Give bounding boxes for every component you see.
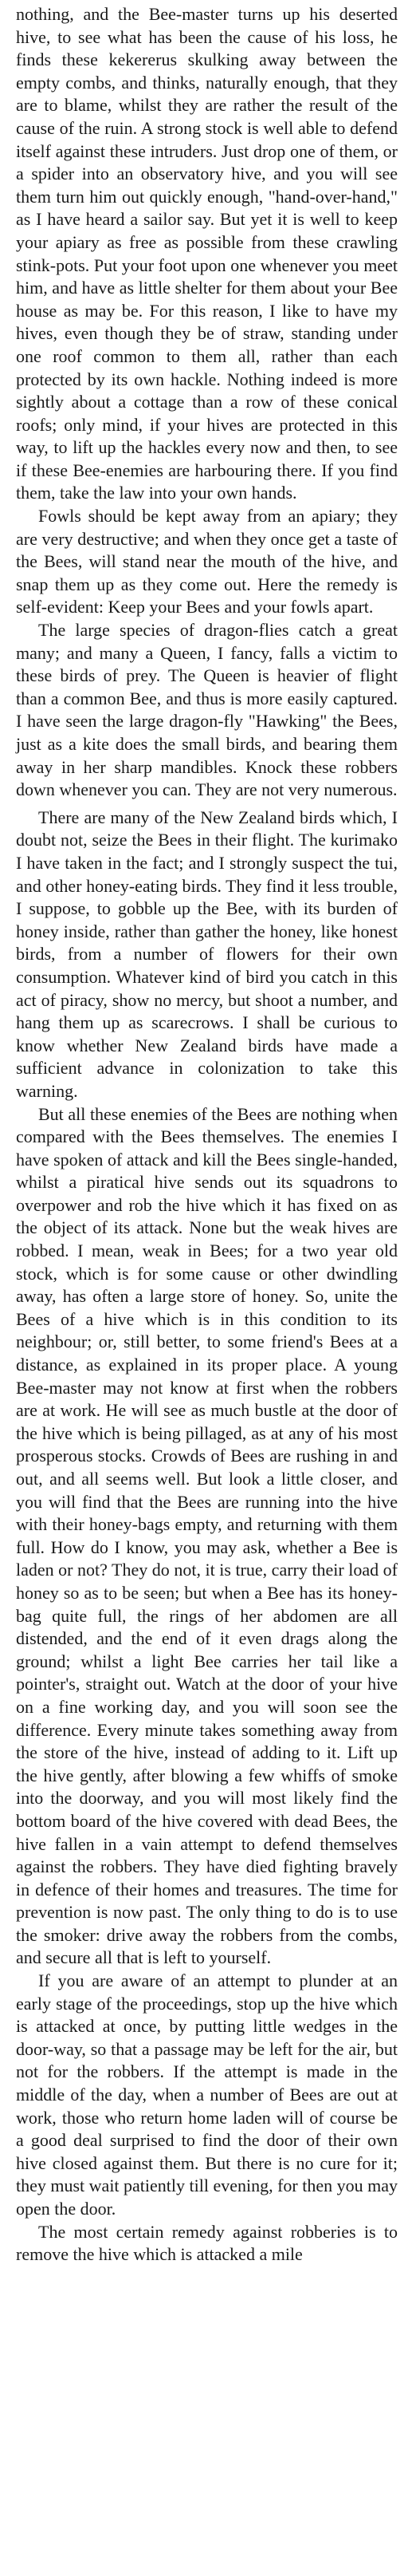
article-paragraph-6: If you are aware of an attempt to plunder at an early stage of the proceedings, stop up the hive which is attacked at once, by putting little wedges in the door-way, so that a passage may be left for the air, but not for the robbers. If the attempt is made in the middle of the day, when a number of Bees are out at work, those who return home laden will of course be a good deal surprised to find the door of their own hive closed against them. But there is no cure for it; they must wait patiently till evening, for then you may open the door. <box>16 1970 398 2219</box>
article-paragraph-3: The large species of dragon-flies catch a great many; and many a Queen, I fancy, falls a victim to these birds of prey. The Queen is heavier of flight than a common Bee, and thus is more easily captured. I have seen the large dragon-fly "Hawking" the Bees, just as a kite does the small birds, and bearing them away in her sharp mandibles. Knock these robbers down whenever you can. They are not very numerous. <box>16 620 398 800</box>
article-paragraph-1: nothing, and the Bee-master turns up his deserted hive, to see what has been the cause of his loss, he finds these kekererus skulking away between the empty combs, and thinks, naturally enough, that they are to blame, whilst they are rather the result of the cause of the ruin. A strong stock is well able to defend itself against these intruders. Just drop one of them, or a spider into an observatory hive, and you will see them turn him out quickly enough, "hand-over-hand," as I have heard a sailor say. But yet it is well to keep your apiary as free as possible from these crawling stink-pots. Put your foot upon one whenever you meet him, and have as little shelter for them about your Bee house as may be. For this reason, I like to have my hives, even though they be of straw, standing under one roof common to them all, rather than each protected by its own hackle. Nothing indeed is more sightly about a cottage than a row of these conical roofs; only mind, if your hives are protected in this way, to lift up the hackles every now and then, to see if these Bee-enemies are harbouring there. If you find them, take the law into your own hands. <box>16 4 398 503</box>
article-paragraph-4: There are many of the New Zealand birds which, I doubt not, seize the Bees in their flight. The kurimako I have taken in the fact; and I strongly suspect the tui, and other honey-eating birds. They find it less trouble, I suppose, to gobble up the Bee, with its burden of honey inside, rather than gather the honey, like honest birds, from a number of flowers for their own consumption. Whatever kind of bird you catch in this act of piracy, show no mercy, but shoot a number, and hang them up as scarecrows. I shall be curious to know whether New Zealand birds have made a sufficient advance in colonization to take this warning. <box>16 807 398 1101</box>
article-paragraph-5: But all these enemies of the Bees are nothing when compared with the Bees themselves. The enemies I have spoken of attack and kill the Bees single-handed, whilst a piratical hive sends out its squadrons to overpower and rob the hive which it has fixed on as the object of its attack. None but the weak hives are robbed. I mean, weak in Bees; for a two year old stock, which is for some cause or other dwindling away, has often a large store of honey. So, unite the Bees of a hive which is in this condition to its neighbour; or, still better, to some friend's Bees at a distance, as explained in its proper place. A young Bee-master may not know at first when the robbers are at work. He will see as much bustle at the door of the hive which is being pillaged, as at any of his most prosperous stocks. Crowds of Bees are rushing in and out, and all seems well. But look a little closer, and you will find that the Bees are running into the hive with their honey-bags empty, and returning with them full. How do I know, you may ask, whether a Bee is laden or not? They do not, it is true, carry their load of honey so as to be seen; but when a Bee has its honey-bag quite full, the rings of her abdomen are all distended, and the end of it even drags along the ground; whilst a light Bee carries her tail like a pointer's, straight out. Watch at the door of your hive on a fine working day, and you will soon see the difference. Every minute takes something away from the store of the hive, instead of adding to it. Lift up the hive gently, after blowing a few whiffs of smoke into the doorway, and you will most likely find the bottom board of the hive covered with dead Bees, the hive fallen in a vain attempt to defend themselves against the robbers. They have died fighting bravely in defence of their homes and treasures. The time for prevention is now past. The only thing to do is to use the smoker: drive away the robbers from the combs, and secure all that is left to yourself. <box>16 1103 398 1968</box>
article-paragraph-2: Fowls should be kept away from an apiary; they are very destructive; and when they once get a taste of the Bees, will stand near the mouth of the hive, and snap them up as they come out. Here the remedy is self-evident: Keep your Bees and your fowls apart. <box>16 506 398 617</box>
article-paragraph-7: The most certain remedy against robberies is to remove the hive which is attacked a mile <box>16 2221 398 2265</box>
